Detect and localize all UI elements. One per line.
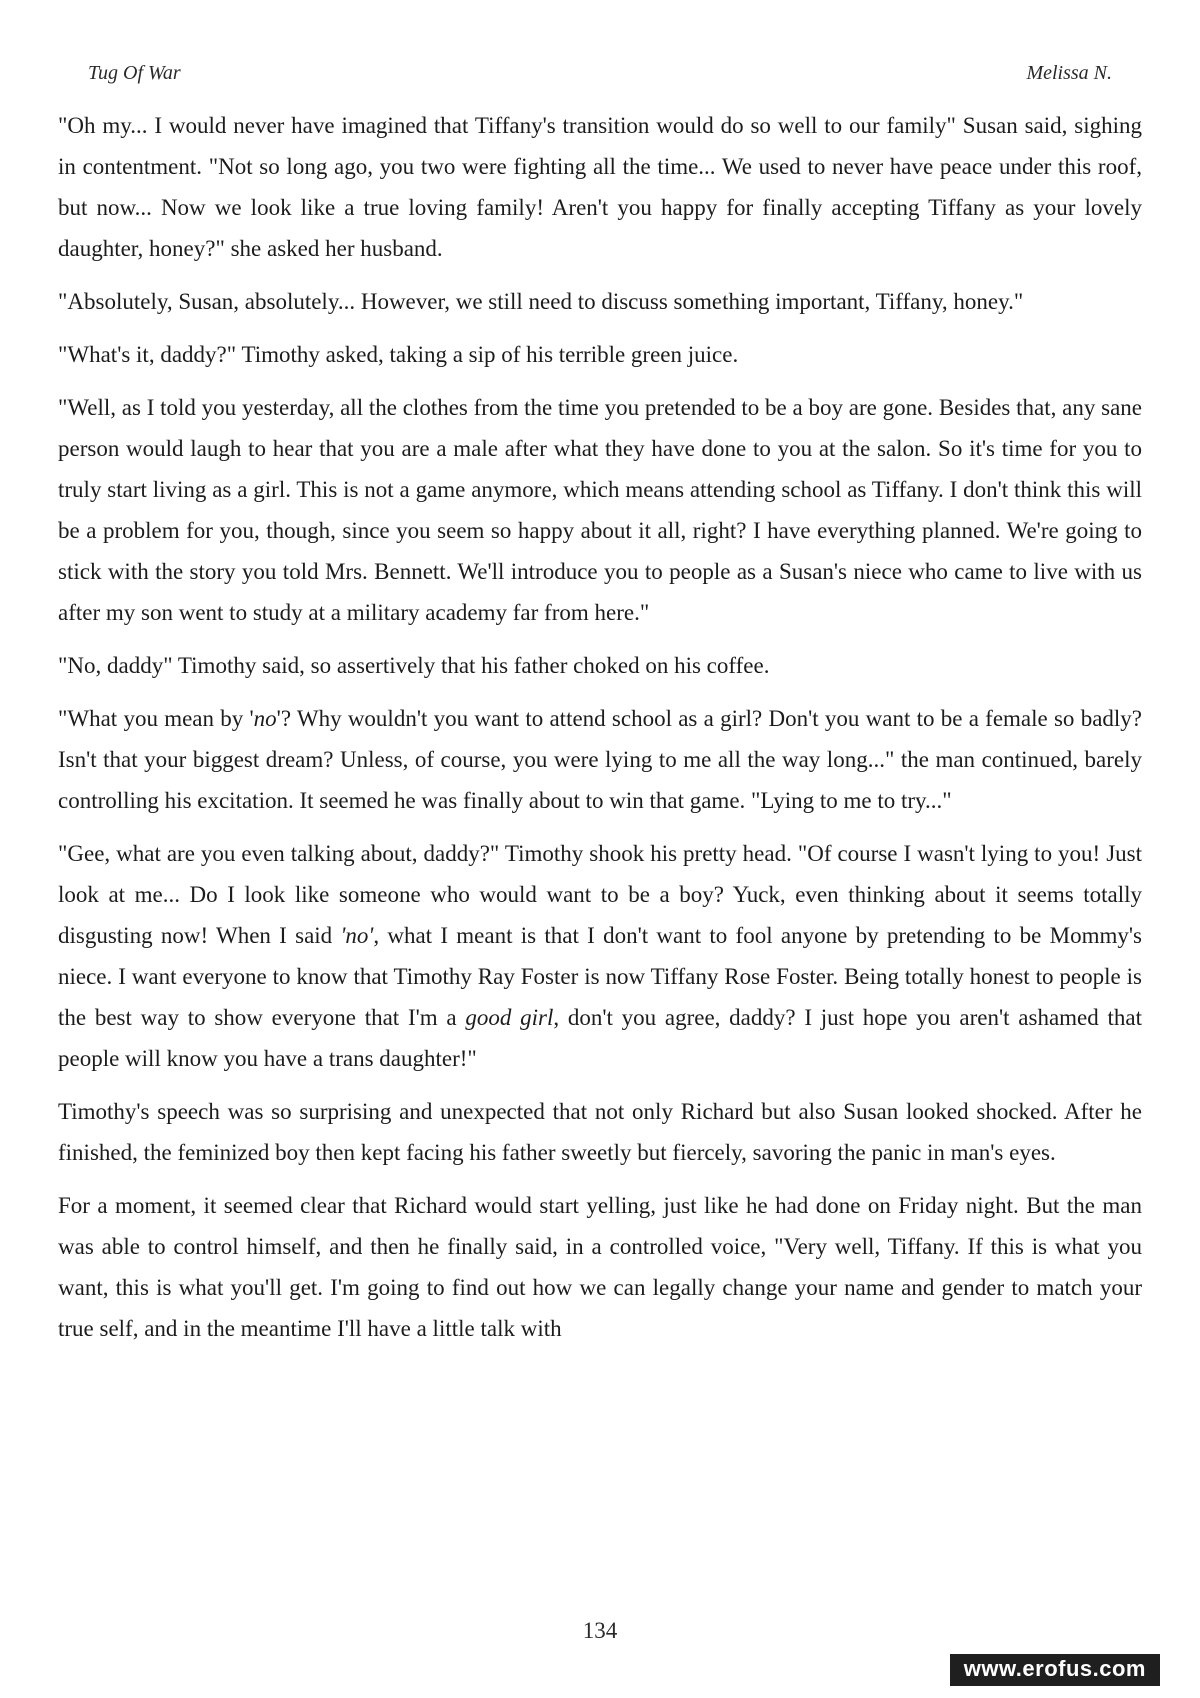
page-number: 134 bbox=[582, 1618, 618, 1643]
text-run: "Well, as I told you yesterday, all the clothes from the time you pretended to be a boy are gone. Besides that, any sane person would laugh to hear that you are a male after what they have done to you at the salon. So it's time for you to truly start living as a girl. This is not a game anymore, which means attending school as Tiffany. I don't think this will be a problem for you, though, since you seem so happy about it all, right? I have everything planned. We're going to stick with the story you told Mrs. Bennett. We'll introduce you to people as a Susan's niece who came to live with us after my son went to study at a military academy far from here." bbox=[58, 395, 1142, 625]
paragraph bbox=[58, 281, 1142, 322]
paragraph bbox=[58, 1091, 1142, 1173]
paragraph bbox=[58, 334, 1142, 375]
paragraph bbox=[58, 387, 1142, 633]
body-text bbox=[58, 105, 1142, 1349]
text-run: "Absolutely, Susan, absolutely... However, we still need to discuss something important, Tiffany, honey." bbox=[58, 289, 1024, 314]
text-run: "What you mean by ' bbox=[58, 706, 254, 731]
author-name: Melissa N. bbox=[1026, 62, 1112, 84]
paragraph bbox=[58, 698, 1142, 821]
watermark: www.erofus.com bbox=[950, 1654, 1160, 1686]
text-run: "Gee, what are you even talking about, daddy?" Timothy shook his pretty head. "Of course I wasn't lying to you! Just look at me... Do I look like someone who would want to be a boy? Yuck, even thinking about it seems totally disgusting now! When I said bbox=[58, 841, 1142, 948]
book-title: Tug Of War bbox=[88, 62, 181, 84]
italic-text-run: no bbox=[253, 706, 277, 731]
text-run: , what I meant is that I don't want to fool anyone by pretending to be Mommy's niece. I want everyone to know that Timothy Ray Foster is now Tiffany Rose Foster. Being totally honest to people is the best way to show everyone that I'm a bbox=[58, 923, 1142, 1030]
text-run: For a moment, it seemed clear that Richard would start yelling, just like he had done on Friday night. But the man was able to control himself, and then he finally said, in a controlled voice, "Very well, Tiffany. If this is what you want, this is what you'll get. I'm going to find out how we can legally change your name and gender to match your true self, and in the meantime I'll have a little talk with bbox=[58, 1193, 1142, 1341]
paragraph bbox=[58, 1185, 1142, 1349]
text-run: '? Why wouldn't you want to attend school as a girl? Don't you want to be a female so badly? Isn't that your biggest dream? Unless, of course, you were lying to me all the way long..." the man continued, barely controlling his excitation. It seemed he was finally about to win that game. "Lying to me to try..." bbox=[58, 706, 1142, 813]
paragraph bbox=[58, 105, 1142, 269]
italic-text-run: good girl bbox=[465, 1005, 554, 1030]
text-run: "Oh my... I would never have imagined that Tiffany's transition would do so well to our family" Susan said, sighing in contentment. "Not so long ago, you two were fighting all the time... We used to never have peace under this roof, but now... Now we look like a true loving family! Aren't you happy for finally accepting Tiffany as your lovely daughter, honey?" she asked her husband. bbox=[58, 113, 1142, 261]
paragraph bbox=[58, 833, 1142, 1079]
text-run: , don't you agree, daddy? I just hope you aren't ashamed that people will know you have a trans daughter!" bbox=[58, 1005, 1143, 1071]
running-header bbox=[88, 62, 1112, 92]
text-run: Timothy's speech was so surprising and unexpected that not only Richard but also Susan looked shocked. After he finished, the feminized boy then kept facing his father sweetly but fiercely, savoring the panic in man's eyes. bbox=[58, 1099, 1142, 1165]
text-run: "What's it, daddy?" Timothy asked, taking a sip of his terrible green juice. bbox=[58, 342, 739, 367]
paragraph bbox=[58, 645, 1142, 686]
text-run: "No, daddy" Timothy said, so assertively that his father choked on his coffee. bbox=[58, 653, 770, 678]
italic-text-run: 'no' bbox=[340, 923, 374, 948]
